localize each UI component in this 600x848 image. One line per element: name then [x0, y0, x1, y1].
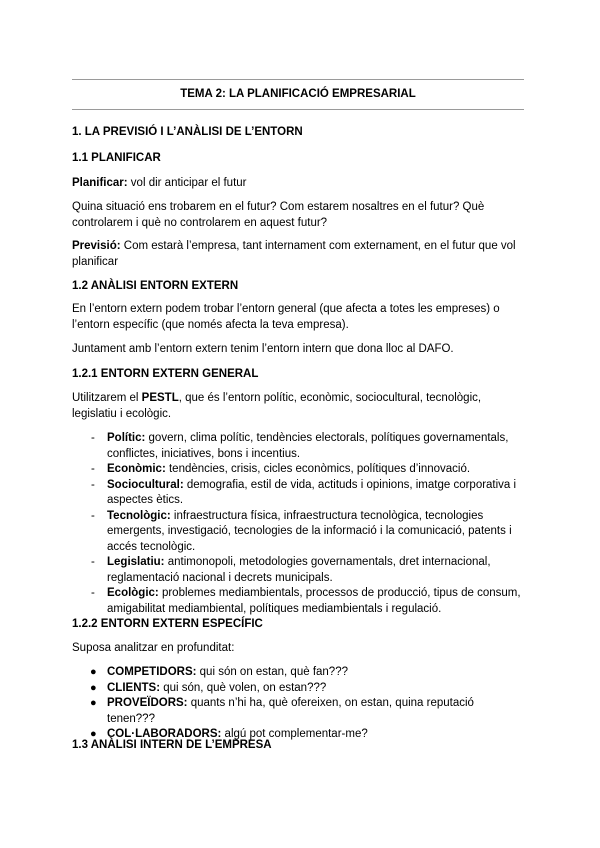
item-text: infraestructura física, infraestructura tecnològica, tecnologies emergents, investigació, tecnologies de la informació i la comunicació, patents i accés tecnològic.	[107, 509, 512, 553]
pestl-list	[72, 431, 524, 617]
list-item	[72, 509, 524, 556]
pestl-intro	[72, 391, 524, 422]
list-item	[72, 665, 524, 681]
item-text: problemes mediambientals, processos de producció, tipus de consum, amigabilitat mediambiental, polítiques mediambientals i regulació.	[107, 587, 521, 615]
planificar-definition	[72, 176, 524, 192]
dafo-paragraph: Juntament amb l’entorn extern tenim l’entorn intern que dona lloc al DAFO.	[72, 343, 454, 355]
bullet-dot: ●	[90, 666, 97, 678]
item-label: Polític:	[107, 432, 146, 444]
previsio-definition	[72, 239, 524, 270]
heading-1-3: 1.3 ANÀLISI INTERN DE L’EMPRESA	[72, 739, 272, 751]
pestl-intro-pre: Utilitzarem el	[72, 392, 142, 404]
list-item	[72, 462, 524, 478]
top-rule	[72, 79, 524, 80]
list-item	[72, 681, 524, 697]
list-item	[72, 696, 524, 727]
list-item	[72, 555, 524, 586]
heading-1-2: 1.2 ANÀLISI ENTORN EXTERN	[72, 280, 239, 292]
pestl-acronym: PESTL	[141, 392, 179, 404]
item-text: tendències, crisis, cicles econòmics, polítiques d’innovació.	[165, 463, 471, 475]
heading-1-2-2: 1.2.2 ENTORN EXTERN ESPECÍFIC	[72, 618, 263, 630]
item-label: PROVEÏDORS:	[107, 697, 188, 709]
entorn-extern-paragraph: En l’entorn extern podem trobar l’entorn general (que afecta a totes les empreses) o l’entorn específic (que només afecta la teva empresa).	[72, 303, 500, 331]
dash-bullet: -	[91, 463, 95, 475]
item-text: qui són on estan, què fan???	[196, 666, 348, 678]
dash-bullet: -	[91, 556, 95, 568]
especific-list	[72, 665, 524, 743]
especific-intro: Suposa analitzar en profunditat:	[72, 642, 235, 654]
item-label: Tecnològic:	[107, 509, 171, 522]
item-label: Legislatiu:	[107, 556, 165, 568]
item-label: Ecològic:	[107, 587, 159, 599]
item-label: COL·LABORADORS:	[107, 728, 222, 740]
title-rule	[72, 109, 524, 110]
previsio-label: Previsió:	[72, 240, 121, 252]
bullet-dot: ●	[90, 681, 97, 694]
item-label: Sociocultural:	[107, 478, 184, 491]
list-item	[72, 586, 524, 617]
dash-bullet: -	[91, 587, 95, 599]
item-text: quants n’hi ha, què ofereixen, on estan, quina reputació tenen???	[107, 697, 474, 725]
item-text: antimonopoli, metodologies governamentals, dret internacional, reglamentació nacional i decrets municipals.	[107, 556, 491, 584]
dash-bullet: -	[91, 509, 95, 522]
planificar-label: Planificar:	[72, 177, 128, 189]
document-title: TEMA 2: LA PLANIFICACIÓ EMPRESARIAL	[180, 88, 416, 100]
item-text: algú pot complementar-me?	[221, 728, 368, 740]
dash-bullet: -	[91, 478, 95, 491]
planificar-text: vol dir anticipar el futur	[127, 177, 247, 189]
list-item	[72, 478, 524, 509]
item-text: govern, clima polític, tendències electorals, polítiques governamentals, conflictes, iniciatives, bons i incentius.	[107, 432, 509, 460]
dash-bullet: -	[91, 432, 95, 444]
item-text: demografia, estil de vida, actituds i opinions, imatge corporativa i aspectes ètics.	[107, 478, 517, 506]
bullet-dot: ●	[90, 728, 97, 740]
pestl-intro-post: , que és l’entorn polític, econòmic, sociocultural, tecnològic, legislatiu i ecològic.	[72, 392, 482, 420]
heading-1-1: 1.1 PLANIFICAR	[72, 152, 161, 164]
bullet-dot: ●	[90, 697, 97, 709]
item-text: qui són, què volen, on estan???	[160, 681, 327, 694]
item-label: CLIENTS:	[107, 681, 161, 694]
item-label: COMPETIDORS:	[107, 666, 197, 678]
item-label: Econòmic:	[107, 463, 166, 475]
previsio-text: Com estarà l’empresa, tant internament com externament, en el futur que vol planificar	[72, 240, 516, 268]
future-questions: Quina situació ens trobarem en el futur? Com estarem nosaltres en el futur? Què controlarem i què no controlarem en aquest futur?	[72, 201, 485, 229]
heading-1-2-1: 1.2.1 ENTORN EXTERN GENERAL	[72, 368, 259, 380]
section-heading-1: 1. LA PREVISIÓ I L’ANÀLISI DE L’ENTORN	[72, 126, 303, 138]
list-item	[72, 431, 524, 462]
